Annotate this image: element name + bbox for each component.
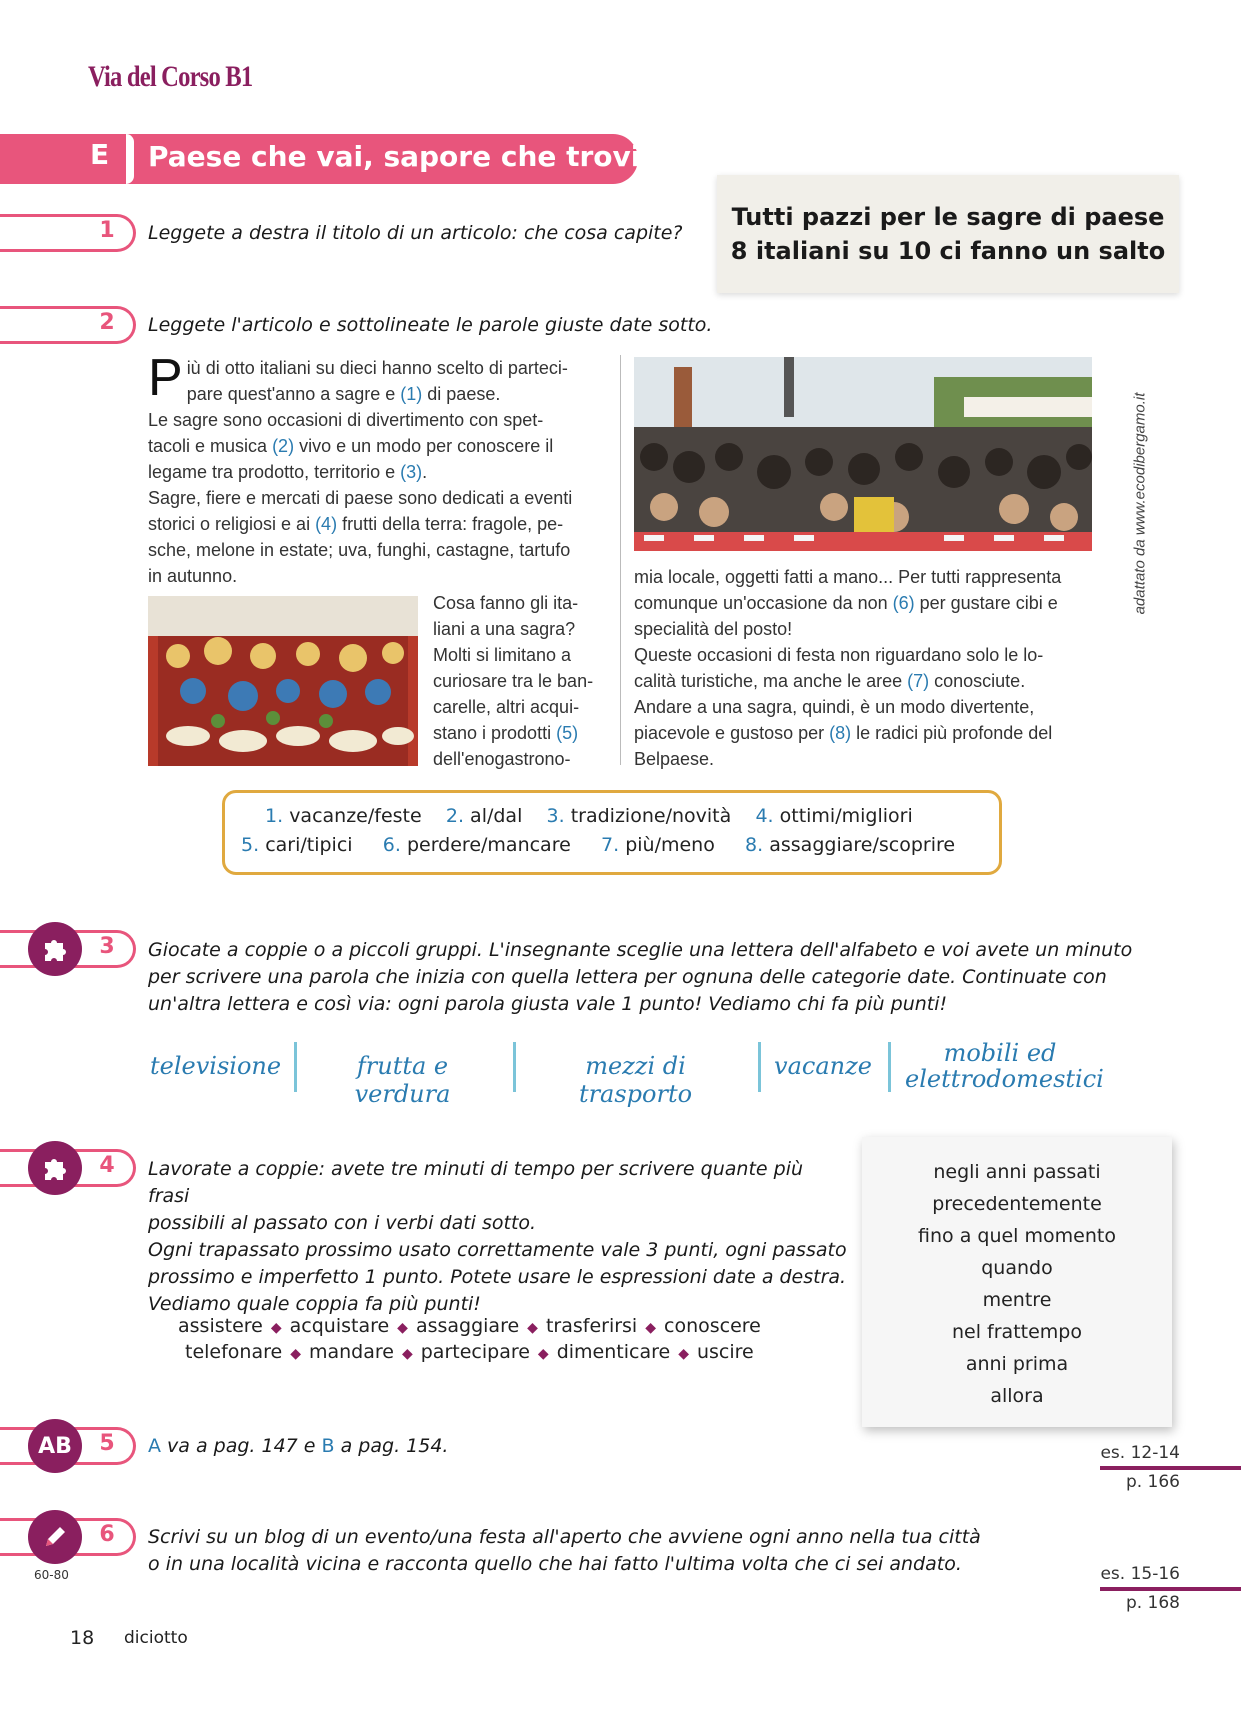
verb: trasferirsi	[545, 1315, 638, 1337]
ab-badge: AB	[28, 1419, 82, 1473]
article-source: adattato da www.ecodibergamo.it	[1131, 392, 1149, 615]
category-divider	[294, 1042, 297, 1092]
option-text: ottimi/migliori	[779, 805, 913, 827]
word-count-range: 60-80	[34, 1568, 69, 1582]
exercise-ref-2-page[interactable]: p. 168	[1125, 1593, 1180, 1613]
expression: negli anni passati	[933, 1161, 1101, 1183]
article-text: tacoli e musica	[148, 436, 273, 456]
exercise-6-instruction	[148, 1524, 1048, 1578]
gap-5: (5)	[556, 723, 579, 743]
option-number: 5.	[241, 834, 260, 856]
article-headline	[717, 200, 1179, 268]
verb: telefonare	[185, 1341, 283, 1363]
instruction-line: Ogni trapassato prossimo usato correttamente vale 3 punti, ogni passato	[148, 1239, 847, 1261]
expression: mentre	[982, 1289, 1052, 1311]
exercise-ref-1-es[interactable]: es. 12-14	[1100, 1443, 1180, 1463]
verb: uscire	[696, 1341, 754, 1363]
article-line: Molti si limitano a	[433, 645, 572, 665]
option-number: 8.	[745, 834, 764, 856]
word-options-row-1	[265, 805, 913, 827]
instruction-line: possibili al passato con i verbi dati sotto.	[148, 1212, 537, 1234]
option-text: cari/tipici	[265, 834, 353, 856]
exercise-6-number: 6	[99, 1522, 115, 1547]
article-line: liani a una sagra?	[433, 619, 576, 639]
article-line: iù di otto italiani su dieci hanno scelto di parteci-	[186, 358, 568, 378]
category-divider	[513, 1042, 516, 1092]
section-letter: E	[90, 138, 110, 171]
category-fruit-veg: frutta e verdura	[354, 1052, 451, 1108]
verb: assistere	[178, 1315, 263, 1337]
exercise-2-instruction: Leggete l'articolo e sottolineate le parole giuste date sotto.	[148, 314, 713, 336]
category-divider	[888, 1042, 891, 1092]
expressions-list	[862, 1156, 1172, 1412]
article-text: di paese.	[422, 384, 501, 404]
option-number: 7.	[601, 834, 620, 856]
brand-logo: Via del Corso B1	[88, 60, 253, 93]
option-text: al/dal	[470, 805, 523, 827]
word-options-row-2	[241, 834, 955, 856]
category-line: elettrodomestici	[905, 1065, 1104, 1093]
headline-line-1: Tutti pazzi per le sagre di paese	[731, 203, 1165, 231]
article-text: le radici più profonde del	[851, 723, 1053, 743]
option-text: assaggiare/scoprire	[769, 834, 956, 856]
option-number: 1.	[265, 805, 284, 827]
exercise-3-instruction	[148, 937, 1148, 1018]
student-b: B	[321, 1435, 335, 1457]
article-text: calità turistiche, ma anche le aree	[634, 671, 908, 691]
student-a: A	[148, 1435, 161, 1457]
exercise-2-number: 2	[99, 310, 115, 335]
instruction-text: va a pag. 147 e	[161, 1435, 322, 1457]
verb: assaggiare	[415, 1315, 520, 1337]
gap-6: (6)	[892, 593, 915, 613]
drop-cap: P	[148, 349, 183, 407]
article-middle-column	[433, 590, 607, 772]
instruction-line: per scrivere una parola che inizia con quella lettera per ognuna delle categorie date. Continuate con	[148, 966, 1107, 988]
article-text: storici o religiosi e ai	[148, 514, 316, 534]
option-text: più/meno	[625, 834, 715, 856]
article-line: sche, melone in estate; uva, funghi, castagne, tartufo	[148, 540, 571, 560]
option-number: 3.	[546, 805, 565, 827]
verb: partecipare	[420, 1341, 530, 1363]
instruction-line: un'altra lettera e così via: ogni parola giusta vale 1 punto! Vediamo chi fa più punti!	[148, 993, 948, 1015]
category-tv: televisione	[150, 1052, 282, 1080]
exercise-1-instruction: Leggete a destra il titolo di un articolo: che cosa capite?	[148, 222, 683, 244]
exercise-4-instruction	[148, 1156, 848, 1318]
option-number: 2.	[445, 805, 464, 827]
article-text: .	[422, 462, 428, 482]
article-line: dell'enogastrono-	[433, 749, 571, 769]
article-line: Cosa fanno gli ita-	[433, 593, 579, 613]
category-line: mobili ed	[943, 1039, 1057, 1067]
article-text: comunque un'occasione da non	[634, 593, 893, 613]
verb: dimenticare	[556, 1341, 671, 1363]
ref-underline	[1100, 1587, 1241, 1591]
article-line: Belpaese.	[634, 749, 715, 769]
article-line: specialità del posto!	[634, 619, 793, 639]
article-text: pare quest'anno a sagre e	[186, 384, 401, 404]
verb: conoscere	[664, 1315, 761, 1337]
category-holidays: vacanze	[774, 1052, 872, 1080]
option-text: tradizione/novità	[570, 805, 732, 827]
word-options-box	[222, 790, 1002, 875]
article-text: conosciute.	[929, 671, 1026, 691]
article-right-column	[634, 564, 1096, 772]
article-line: Sagre, fiere e mercati di paese sono dedicati a eventi	[148, 488, 573, 508]
verb: mandare	[308, 1341, 394, 1363]
instruction-text: a pag. 154.	[334, 1435, 449, 1457]
article-line: Le sagre sono occasioni di divertimento con spet-	[148, 410, 544, 430]
article-text: vivo e un modo per conoscere il	[294, 436, 554, 456]
article-text: piacevole e gustoso per	[634, 723, 830, 743]
gap-2: (2)	[272, 436, 295, 456]
category-transport: mezzi di trasporto	[578, 1052, 693, 1108]
article-text: per gustare cibi e	[914, 593, 1058, 613]
instruction-line: o in una località vicina e racconta quello che hai fatto l'ultima volta che ci sei andato.	[148, 1553, 962, 1575]
puzzle-icon	[28, 1141, 82, 1195]
article-line: in autunno.	[148, 566, 238, 586]
gap-8: (8)	[829, 723, 852, 743]
article-line: mia locale, oggetti fatti a mano... Per tutti rappresenta	[634, 567, 1062, 587]
instruction-line: prossimo e imperfetto 1 punto. Potete usare le espressioni date a destra.	[148, 1266, 847, 1288]
article-text: stano i prodotti	[433, 723, 557, 743]
article-text: legame tra prodotto, territorio e	[148, 462, 401, 482]
verb: acquistare	[289, 1315, 390, 1337]
gap-4: (4)	[315, 514, 338, 534]
festival-crowd-photo	[634, 357, 1092, 551]
option-number: 4.	[755, 805, 774, 827]
page-number: 18	[70, 1627, 95, 1649]
exercise-5-number: 5	[99, 1431, 115, 1456]
article-left-column	[148, 349, 608, 589]
category-furniture	[905, 1039, 1104, 1093]
article-line: Queste occasioni di festa non riguardano solo le lo-	[634, 645, 1044, 665]
gap-3: (3)	[400, 462, 423, 482]
expression: nel frattempo	[952, 1321, 1082, 1343]
article-line: carelle, altri acqui-	[433, 697, 580, 717]
article-text: frutti della terra: fragole, pe-	[337, 514, 564, 534]
exercise-4-number: 4	[99, 1153, 115, 1178]
expression: allora	[990, 1385, 1044, 1407]
exercise-3-number: 3	[99, 934, 115, 959]
puzzle-icon	[28, 922, 82, 976]
verbs-row-1: assistere ◆ acquistare ◆ assaggiare ◆ trasferirsi ◆ conoscere	[178, 1315, 761, 1337]
ref-underline	[1100, 1466, 1241, 1470]
section-title: Paese che vai, sapore che trovi	[148, 140, 641, 173]
expression: anni prima	[965, 1353, 1069, 1375]
instruction-line: Scrivi su un blog di un evento/una festa all'aperto che avviene ogni anno nella tua città	[148, 1526, 981, 1548]
pencil-icon	[28, 1510, 82, 1564]
column-divider	[620, 355, 621, 765]
instruction-line: Lavorate a coppie: avete tre minuti di tempo per scrivere quante più frasi	[148, 1158, 804, 1207]
exercise-ref-2-es[interactable]: es. 15-16	[1100, 1564, 1180, 1584]
exercise-ref-1-page[interactable]: p. 166	[1125, 1472, 1180, 1492]
article-line: Andare a una sagra, quindi, è un modo divertente,	[634, 697, 1035, 717]
exercise-1-number: 1	[99, 218, 115, 243]
gap-7: (7)	[907, 671, 930, 691]
ceramics-stall-photo	[148, 596, 418, 766]
expression: precedentemente	[932, 1193, 1102, 1215]
expression: fino a quel momento	[918, 1225, 1116, 1247]
option-text: perdere/mancare	[406, 834, 571, 856]
category-divider	[758, 1042, 761, 1092]
instruction-line: Vediamo quale coppia fa più punti!	[148, 1293, 481, 1315]
exercise-5-instruction	[148, 1433, 448, 1460]
gap-1: (1)	[400, 384, 423, 404]
headline-line-2: 8 italiani su 10 ci fanno un salto	[730, 237, 1166, 265]
page-number-word: diciotto	[124, 1628, 188, 1648]
expression: quando	[981, 1257, 1053, 1279]
article-line: curiosare tra le ban-	[433, 671, 594, 691]
verbs-row-2: telefonare ◆ mandare ◆ partecipare ◆ dimenticare ◆ uscire	[185, 1341, 754, 1363]
option-number: 6.	[382, 834, 401, 856]
option-text: vacanze/feste	[289, 805, 422, 827]
instruction-line: Giocate a coppie o a piccoli gruppi. L'insegnante sceglie una lettera dell'alfabeto e voi avete un minuto	[148, 939, 1133, 961]
